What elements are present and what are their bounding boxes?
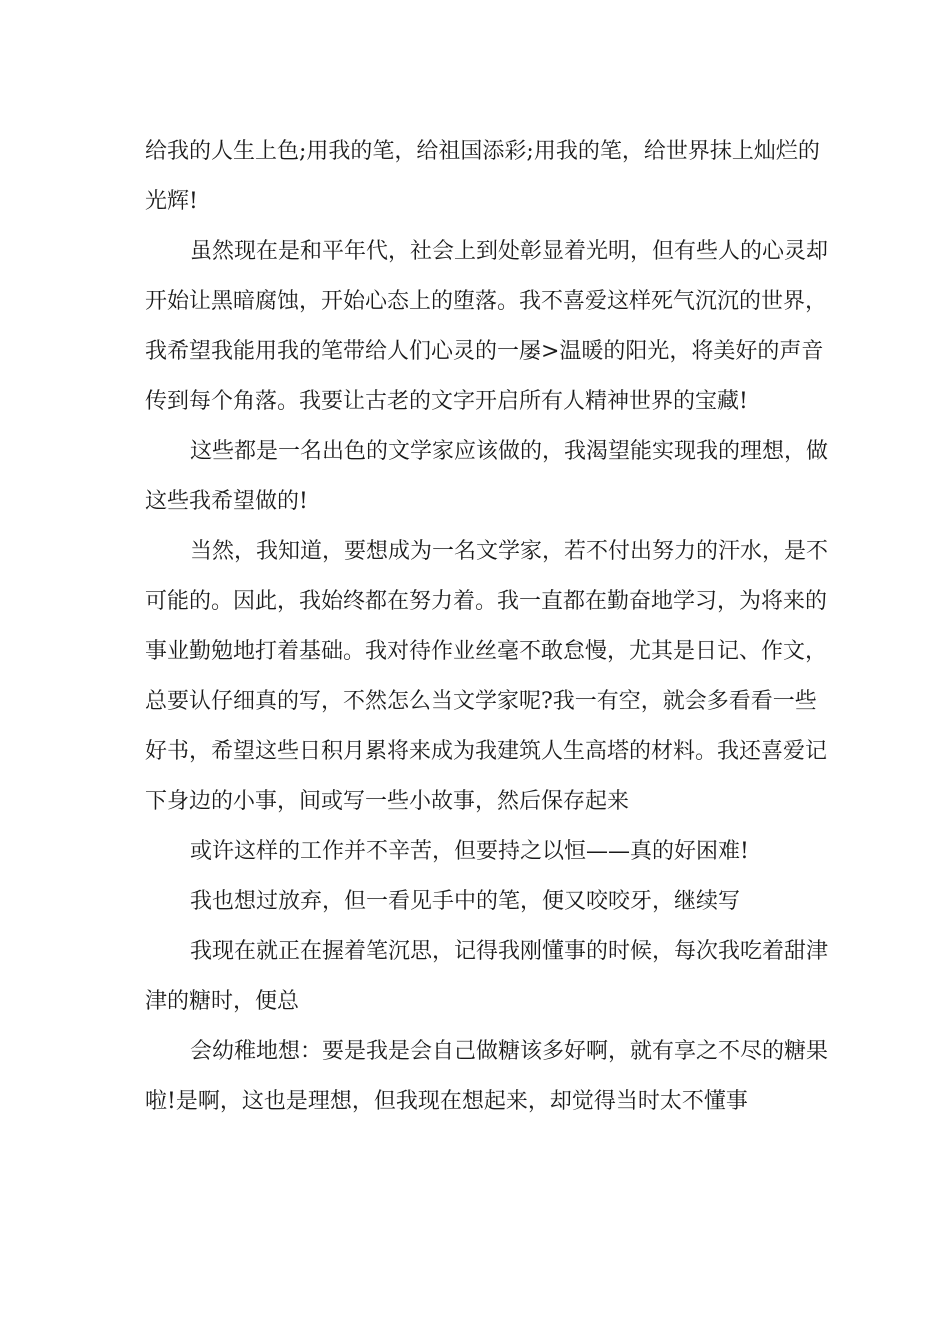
paragraph-8: 会幼稚地想：要是我是会自己做糖该多好啊，就有享之不尽的糖果啦!是啊，这也是理想，但我现在想起来，却觉得当时太不懂事 [145, 1039, 829, 1114]
paragraph-1: 给我的人生上色;用我的笔，给祖国添彩;用我的笔，给世界抹上灿烂的光辉! [145, 139, 820, 214]
paragraph-2: 虽然现在是和平年代，社会上到处彰显着光明，但有些人的心灵却开始让黑暗腐蚀，开始心态上的堕落。我不喜爱这样死气沉沉的世界，我希望我能用我的笔带给人们心灵的一屡>温暖的阳光，将美好的声音传到每个角落。我要让古老的文字开启所有人精神世界的宝藏! [145, 239, 829, 414]
paragraph-4: 当然，我知道，要想成为一名文学家，若不付出努力的汗水，是不可能的。因此，我始终都在努力着。我一直都在勤奋地学习，为将来的事业勤勉地打着基础。我对待作业丝毫不敢怠慢，尤其是日记、作文，总要认仔细真的写，不然怎么当文学家呢?我一有空，就会多看看一些好书，希望这些日积月累将来成为我建筑人生高塔的材料。我还喜爱记下身边的小事，间或写一些小故事，然后保存起来 [145, 539, 829, 814]
paragraph-5: 或许这样的工作并不辛苦，但要持之以恒——真的好困难! [190, 839, 749, 864]
paragraph-3: 这些都是一名出色的文学家应该做的，我渴望能实现我的理想，做这些我希望做的! [145, 439, 829, 514]
body-text [145, 127, 835, 1127]
paragraph-7: 我现在就正在握着笔沉思，记得我刚懂事的时候，每次我吃着甜津津的糖时，便总 [145, 939, 829, 1014]
paragraph-6: 我也想过放弃，但一看见手中的笔，便又咬咬牙，继续写 [190, 889, 741, 914]
